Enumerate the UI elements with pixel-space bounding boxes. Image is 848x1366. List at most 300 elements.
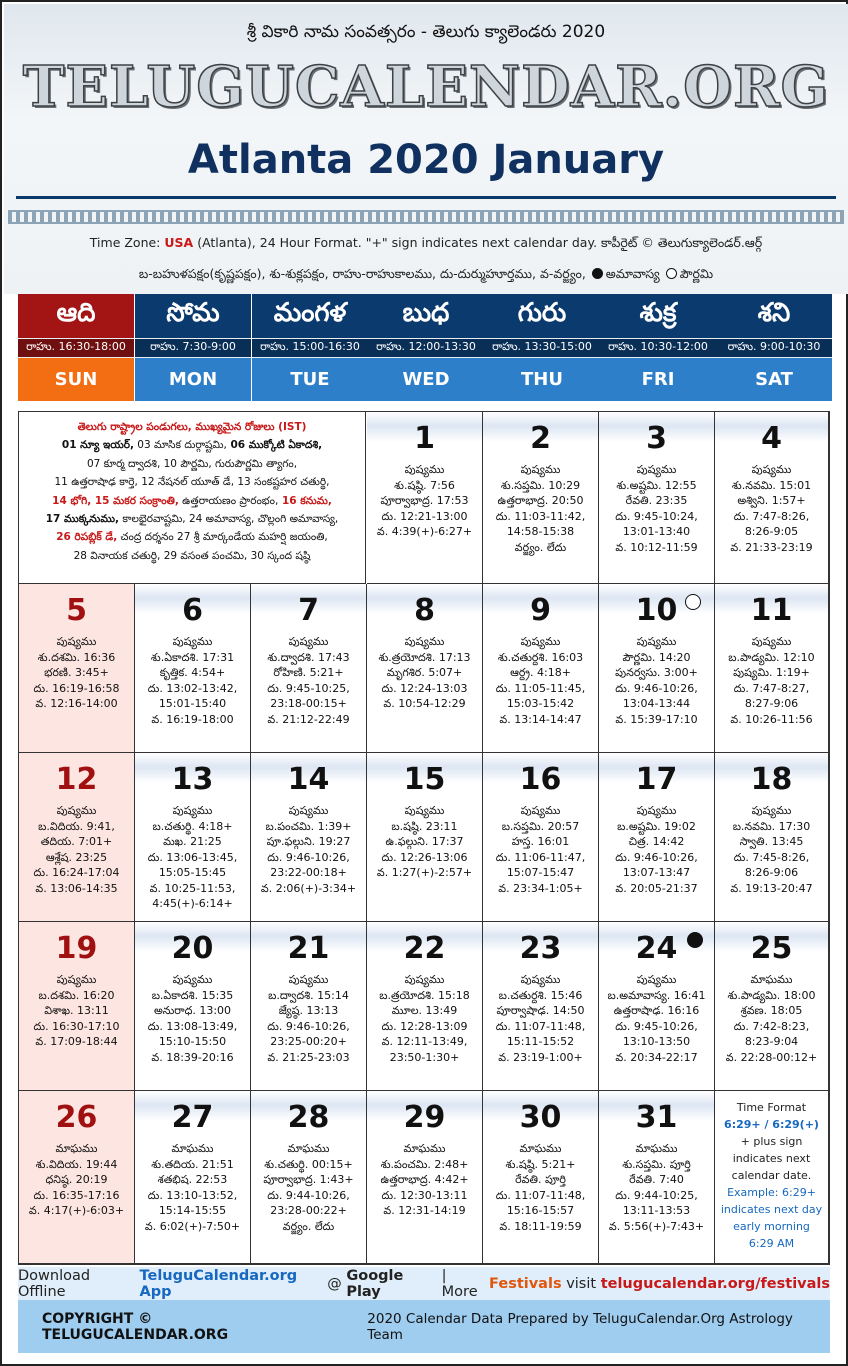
panchangam-line: శు.నవమి. 15:01: [731, 478, 812, 492]
panchangam-line: వ. 20:05-21:37: [615, 881, 698, 895]
panchangam-line: 8:26-9:06: [744, 866, 799, 879]
panchangam-line: జ్యేష్ఠ. 13:13: [278, 1004, 339, 1017]
panchangam-line: దు. 9:45-10:25,: [267, 681, 350, 695]
panchangam-line: 15:11-15:52: [506, 1035, 575, 1048]
day-cell-20: [135, 922, 251, 1091]
panchangam-line: 23:28-00:22+: [270, 1204, 347, 1217]
day-cell-21: [251, 922, 367, 1091]
site-logo: TELUGUCALENDAR.ORG: [22, 54, 830, 120]
panchangam-line: దు. 12:28-13:09: [381, 1019, 468, 1033]
day-number: 20: [171, 931, 214, 966]
day-cell-28: [251, 1091, 367, 1264]
festival-list: [19, 412, 366, 584]
panchangam-line: 15:05-15:45: [158, 866, 227, 879]
panchangam-line: పుష్యము: [56, 635, 97, 648]
panchangam-line: ఆర్ద్ర. 4:18+: [510, 666, 571, 679]
panchangam-line: 15:16-15:57: [506, 1204, 575, 1217]
panchangam-line: వ. 12:16-14:00: [35, 697, 118, 710]
panchangam-line: మాఘము: [287, 1142, 330, 1155]
panchangam-details: [135, 1141, 250, 1234]
day-cell-3: [599, 412, 715, 584]
panchangam-details: [715, 634, 828, 727]
day-cell-18: [715, 753, 829, 922]
panchangam-details: [367, 972, 482, 1065]
day-number: 4: [761, 421, 782, 456]
time-format-line: early morning: [733, 1220, 810, 1233]
tz-rest: (Atlanta), 24 Hour Format. "+" sign indicates next calendar day. కాపీరైట్ © తెలుగుక్యాలెండర్.ఆర్గ్: [197, 235, 763, 250]
day-cell-12: [19, 753, 135, 922]
day-number: 31: [635, 1100, 678, 1135]
panchangam-details: [599, 972, 714, 1065]
weekday-telugu: శుక్ర: [600, 294, 716, 338]
panchangam-line: దు. 16:35-17:16: [33, 1188, 120, 1202]
time-format-line: indicates next day: [720, 1203, 823, 1216]
weekday-telugu: సోమ: [135, 294, 251, 338]
festivals-label: Festivals: [489, 1275, 562, 1292]
panchangam-line: బ.సప్తమి. 20:57: [501, 819, 580, 833]
panchangam-line: 13:10-13:50: [622, 1035, 691, 1048]
panchangam-line: పుష్యము: [520, 635, 561, 648]
day-number: 3: [646, 421, 667, 456]
full-moon-icon: [666, 268, 677, 279]
panchangam-line: ఉ.ఫల్గుని. 17:37: [385, 835, 464, 848]
day-number: 10: [635, 593, 678, 628]
day-cell-8: [367, 584, 483, 753]
timezone-note: [2, 235, 848, 254]
google-play-link[interactable]: Google Play: [346, 1267, 404, 1300]
panchangam-line: వ. 13:14-14:47: [499, 712, 582, 726]
day-number: 22: [403, 931, 446, 966]
panchangam-line: దు. 13:08-13:49,: [147, 1019, 238, 1033]
rahukalam-time: రాహు. 15:00-16:30: [252, 338, 368, 358]
time-format-line: calendar date.: [731, 1169, 812, 1182]
day-number: 25: [750, 931, 793, 966]
panchangam-line: భరణి. 3:45+: [44, 666, 109, 679]
panchangam-line: శు.అష్టమి. 12:55: [616, 478, 697, 492]
day-number: 12: [55, 762, 98, 797]
day-cell-1: [367, 412, 483, 584]
day-cell-29: [367, 1091, 483, 1264]
panchangam-line: మాఘము: [750, 973, 793, 986]
at-sign: @: [327, 1275, 342, 1292]
rahukalam-time: రాహు. 16:30-18:00: [18, 338, 134, 358]
panchangam-line: మాఘము: [635, 1142, 678, 1155]
weekday-telugu: మంగళ: [252, 294, 368, 338]
panchangam-line: పూర్వాభాద్ర. 17:53: [380, 494, 469, 507]
day-number: 8: [414, 593, 435, 628]
panchangam-line: 4:45(+)-6:14+: [152, 897, 233, 910]
panchangam-line: దు. 11:06-11:47,: [495, 850, 586, 864]
legend-text: బ-బహుళపక్షం(కృష్ణపక్షం), శు-శుక్లపక్షం, రాహు-రాహుకాలము, దు-దుర్ముహూర్తము, వ-వర్జ్యం,: [138, 266, 586, 281]
new-moon-icon: [687, 932, 703, 948]
panchangam-line: పుష్యము: [520, 463, 561, 476]
weekday-telugu: గురు: [484, 294, 600, 338]
day-cell-14: [251, 753, 367, 922]
panchangam-line: వ. 23:19-1:00+: [498, 1050, 583, 1064]
panchangam-line: దు. 7:47-8:26,: [733, 509, 810, 523]
panchangam-line: 8:26-9:05: [744, 525, 799, 538]
panchangam-details: [715, 462, 828, 555]
panchangam-line: వ. 22:28-00:12+: [725, 1050, 818, 1064]
panchangam-line: మాఘము: [403, 1142, 446, 1155]
panchangam-line: శు.విదియ. 19:44: [35, 1157, 118, 1171]
panchangam-line: వ. 17:09-18:44: [35, 1035, 118, 1048]
panchangam-line: శు.తదియ. 21:51: [151, 1157, 234, 1171]
panchangam-line: 15:14-15:55: [158, 1204, 227, 1217]
panchangam-line: శు.షష్ఠి. 7:56: [394, 478, 455, 492]
day-cell-27: [135, 1091, 251, 1264]
panchangam-line: దు. 9:46-10:26,: [267, 850, 350, 864]
panchangam-line: వ. 2:06(+)-3:34+: [260, 881, 357, 895]
panchangam-line: 13:11-13:53: [622, 1204, 691, 1217]
weekday-header-sat: [716, 294, 832, 401]
panchangam-line: బ.ఏకాదశి. 15:35: [151, 988, 234, 1002]
day-number: 29: [403, 1100, 446, 1135]
panchangam-line: దు. 13:02-13:42,: [147, 681, 238, 695]
panchangam-details: [715, 803, 828, 896]
panchangam-line: పుష్యము: [404, 804, 445, 817]
tz-prefix: Time Zone:: [89, 235, 161, 250]
panchangam-line: శు.చతుర్దశి. 16:03: [497, 650, 584, 664]
panchangam-line: 15:07-15:47: [506, 866, 575, 879]
panchangam-line: పుష్యము: [288, 973, 329, 986]
panchangam-line: బ.పాడ్యమి. 12:10: [728, 650, 815, 664]
time-format-line: Time Format: [736, 1101, 807, 1114]
copyright-text: COPYRIGHT © TELUGUCALENDAR.ORG: [42, 1310, 229, 1343]
day-cell-6: [135, 584, 251, 753]
time-format-line: + plus sign: [740, 1135, 803, 1148]
festival-heading: తెలుగు రాష్ట్రాల పండుగలు, ముఖ్యమైన రోజులు (IST): [77, 421, 307, 433]
panchangam-line: రేవతి. 23:35: [625, 494, 688, 507]
festival-line: 07 కూర్మ ద్వాదశి, 10 పౌర్ణమి, గురుపౌర్ణమి త్యాగం,: [86, 457, 298, 470]
panchangam-line: పుష్యము: [636, 463, 677, 476]
panchangam-line: పూ.ఫల్గుని. 19:27: [266, 835, 351, 848]
panchangam-line: వ. 16:19-18:00: [151, 712, 234, 726]
panchangam-line: బ.విదియ. 9:41,: [38, 819, 115, 833]
abbreviation-legend: [2, 266, 848, 285]
panchangam-line: హస్త. 16:01: [511, 835, 570, 848]
panchangam-line: వ. 20:34-22:17: [615, 1050, 698, 1064]
panchangam-line: వ. 15:39-17:10: [615, 712, 698, 726]
panchangam-line: మాఘము: [519, 1142, 562, 1155]
panchangam-line: వ. 19:13-20:47: [730, 881, 813, 895]
copyright-bar: [18, 1300, 830, 1353]
panchangam-line: దు. 11:07-11:48,: [495, 1019, 586, 1033]
panchangam-line: దు. 13:10-13:52,: [147, 1188, 238, 1202]
panchangam-details: [251, 972, 366, 1065]
day-number: 30: [519, 1100, 562, 1135]
day-cell-7: [251, 584, 367, 753]
panchangam-line: స్వాతి. 13:45: [739, 835, 804, 848]
panchangam-line: వర్జ్యం. లేదు: [514, 540, 567, 554]
panchangam-line: చిత్ర. 14:42: [628, 835, 685, 848]
panchangam-line: బ.షష్ఠి. 23:11: [391, 819, 458, 833]
panchangam-line: 13:04-13:44: [622, 697, 691, 710]
panchangam-line: దు. 9:46-10:26,: [615, 681, 698, 695]
panchangam-line: 15:03-15:42: [506, 697, 575, 710]
panchangam-line: దు. 12:21-13:00: [381, 509, 468, 523]
panchangam-line: పుష్యము: [636, 973, 677, 986]
panchangam-line: మృగశిర. 5:07+: [386, 666, 463, 679]
panchangam-line: వ. 6:02(+)-7:50+: [144, 1219, 241, 1233]
day-cell-10: [599, 584, 715, 753]
telugu-year-title: శ్రీ వికారి నామ సంవత్సరం - తెలుగు క్యాలెండరు 2020: [246, 22, 606, 42]
panchangam-line: దు. 7:47-8:27,: [733, 681, 810, 695]
download-banner: [18, 1267, 830, 1300]
day-cell-17: [599, 753, 715, 922]
panchangam-line: దు. 9:45-10:26,: [615, 1019, 698, 1033]
panchangam-line: ఉత్తరాభాద్ర. 4:42+: [380, 1173, 469, 1186]
day-cell-19: [19, 922, 135, 1091]
panchangam-line: పుష్యము: [288, 804, 329, 817]
panchangam-line: వర్జ్యం. లేదు: [282, 1219, 335, 1233]
festival-item: 03 మాసిక దుర్గాష్టమి,: [133, 439, 227, 452]
panchangam-line: బ.పంచమి. 1:39+: [265, 819, 352, 833]
panchangam-line: 8:23-9:04: [744, 1035, 799, 1048]
panchangam-line: 15:01-15:40: [158, 697, 227, 710]
panchangam-line: శతభిష. 22:53: [157, 1173, 228, 1186]
panchangam-line: విశాఖ. 13:11: [44, 1004, 109, 1017]
panchangam-line: పుష్యమి. 1:19+: [733, 666, 810, 679]
day-number: 23: [519, 931, 562, 966]
panchangam-line: పుష్యము: [172, 635, 213, 648]
panchangam-line: పుష్యము: [751, 635, 792, 648]
panchangam-line: ఆశ్లేష. 23:25: [45, 850, 108, 864]
panchangam-line: పుష్యము: [520, 804, 561, 817]
panchangam-line: పౌర్ణమి. 14:20: [622, 650, 691, 664]
panchangam-line: ఉత్తరాషాఢ. 16:16: [613, 1004, 700, 1017]
panchangam-line: అశ్విని. 1:57+: [737, 494, 806, 507]
weekday-english: SAT: [716, 358, 832, 401]
visit-text: visit: [566, 1275, 597, 1292]
calendar-grid: [18, 411, 830, 1265]
panchangam-line: శు.పంచమి. 2:48+: [380, 1157, 469, 1171]
panchangam-line: బ.నవమి. 17:30: [732, 819, 811, 833]
festival-item: కాలభైరవాష్టమి, 24 అమావాస్య, చొల్లంగి అమావాస్య,: [119, 513, 339, 526]
day-number: 21: [287, 931, 330, 966]
panchangam-line: ధనిష్ఠ. 20:19: [45, 1173, 108, 1186]
day-cell-31: [599, 1091, 715, 1264]
time-format-line: 6:29 AM: [748, 1237, 795, 1250]
panchangam-line: మూల. 13:49: [391, 1004, 458, 1017]
panchangam-line: రేవతి. 7:40: [629, 1173, 684, 1186]
festival-item: 06 ముక్కోటి ఏకాదశి,: [226, 439, 323, 452]
festival-line: 11 ఉత్తరాషాఢ కార్తె, 12 నేషనల్ యూత్ డే, 13 సంకష్టహర చతుర్థి,: [54, 476, 330, 489]
panchangam-details: [135, 972, 250, 1065]
time-format-note: [715, 1091, 829, 1264]
festival-item: 17 ముక్కనుము,: [45, 513, 120, 526]
panchangam-line: పుష్యము: [56, 973, 97, 986]
day-number: 1: [414, 421, 435, 456]
weekday-english: MON: [135, 358, 251, 401]
legend-new-moon: అమావాస్య: [605, 266, 660, 281]
panchangam-line: వ. 21:12-22:49: [267, 712, 350, 726]
panchangam-line: వ. 12:11-13:49,: [381, 1035, 468, 1048]
panchangam-line: తదియ. 7:01+: [40, 835, 113, 848]
panchangam-line: వ. 10:25-11:53,: [149, 881, 236, 895]
day-number: 11: [750, 593, 793, 628]
panchangam-details: [19, 1141, 134, 1219]
day-cell-13: [135, 753, 251, 922]
panchangam-line: దు. 12:26-13:06: [381, 850, 468, 864]
day-cell-2: [483, 412, 599, 584]
panchangam-line: దు. 11:03-11:42,: [495, 509, 586, 523]
day-number: 26: [55, 1100, 98, 1135]
panchangam-line: దు. 16:24-17:04: [33, 866, 120, 879]
panchangam-line: దు. 11:05-11:45,: [495, 681, 586, 695]
panchangam-line: పుష్యము: [636, 635, 677, 648]
day-cell-30: [483, 1091, 599, 1264]
day-cell-4: [715, 412, 829, 584]
day-cell-16: [483, 753, 599, 922]
panchangam-line: వ. 13:06-14:35: [35, 881, 118, 895]
weekday-english: TUE: [252, 358, 368, 401]
panchangam-line: శు.సప్తమి. పూర్తి: [622, 1157, 691, 1171]
separator-text: | More: [441, 1267, 478, 1300]
panchangam-line: దు. 12:24-13:03: [381, 681, 468, 695]
panchangam-details: [135, 634, 250, 727]
day-number: 5: [66, 593, 87, 628]
panchangam-line: దు. 16:30-17:10: [33, 1019, 120, 1033]
day-number: 19: [55, 931, 98, 966]
day-cell-15: [367, 753, 483, 922]
panchangam-line: దు. 9:46-10:26,: [615, 850, 698, 864]
panchangam-line: 13:07-13:47: [622, 866, 691, 879]
day-number: 17: [635, 762, 678, 797]
day-cell-11: [715, 584, 829, 753]
weekday-english: WED: [368, 358, 484, 401]
day-number: 6: [182, 593, 203, 628]
panchangam-line: పూర్వాషాఢ. 14:50: [496, 1004, 585, 1017]
panchangam-line: దు. 12:30-13:11: [381, 1188, 468, 1202]
panchangam-line: 23:22-00:18+: [270, 866, 347, 879]
festival-item: 16 కనుమ,: [278, 494, 332, 507]
panchangam-line: వ. 21:25-23:03: [267, 1050, 350, 1064]
panchangam-details: [251, 1141, 366, 1234]
panchangam-line: వ. 5:56(+)-7:43+: [608, 1219, 705, 1233]
panchangam-line: శు.ద్వాదశి. 17:43: [267, 650, 350, 664]
rahukalam-time: రాహు. 13:30-15:00: [484, 338, 600, 358]
panchangam-line: దు. 9:46-10:26,: [267, 1019, 350, 1033]
app-link[interactable]: TeluguCalendar.org App: [139, 1267, 298, 1300]
panchangam-line: దు. 16:19-16:58: [33, 681, 120, 695]
day-number: 24: [635, 931, 678, 966]
panchangam-details: [483, 462, 598, 555]
weekday-english: FRI: [600, 358, 716, 401]
panchangam-line: పుష్యము: [636, 804, 677, 817]
day-number: 2: [530, 421, 551, 456]
panchangam-details: [599, 462, 714, 555]
panchangam-line: పుష్యము: [751, 463, 792, 476]
weekday-header-fri: [600, 294, 716, 401]
festival-line: [27, 492, 357, 510]
panchangam-details: [599, 803, 714, 896]
panchangam-line: దు. 9:45-10:24,: [615, 509, 698, 523]
panchangam-line: దు. 7:45-8:26,: [733, 850, 810, 864]
panchangam-details: [715, 972, 828, 1065]
panchangam-line: ఉత్తరాభాద్ర. 20:50: [497, 494, 584, 507]
panchangam-line: శ్రవణ. 18:05: [740, 1004, 803, 1017]
panchangam-details: [19, 972, 134, 1050]
festival-line: 28 వినాయక చతుర్థి, 29 వసంత పంచమి, 30 స్కంద షష్ఠి: [73, 549, 311, 562]
panchangam-line: వ. 12:31-14:19: [383, 1204, 466, 1217]
day-number: 14: [287, 762, 330, 797]
festival-item: చంద్ర దర్శనం 27 శ్రీ మార్కండేయ మహర్షి జయంతి,: [117, 531, 328, 544]
festivals-link[interactable]: telugucalendar.org/festivals: [600, 1275, 831, 1292]
panchangam-line: 23:25-00:20+: [270, 1035, 347, 1048]
full-moon-icon: [685, 594, 701, 610]
panchangam-line: వ. 23:34-1:05+: [498, 881, 583, 895]
title-divider: [16, 196, 836, 199]
day-number: 15: [403, 762, 446, 797]
panchangam-details: [483, 803, 598, 896]
panchangam-line: దు. 11:07-11:48,: [495, 1188, 586, 1202]
panchangam-line: వ. 4:17(+)-6:03+: [28, 1204, 125, 1217]
panchangam-details: [367, 1141, 482, 1219]
panchangam-line: శు.దశమి. 16:36: [37, 650, 116, 664]
panchangam-line: పుష్యము: [288, 635, 329, 648]
panchangam-details: [483, 1141, 598, 1234]
panchangam-line: దు. 9:44-10:26,: [267, 1188, 350, 1202]
panchangam-line: దు. 7:42-8:23,: [733, 1019, 810, 1033]
panchangam-details: [599, 634, 714, 727]
day-number: 16: [519, 762, 562, 797]
festival-item: 26 రిపబ్లిక్ డే,: [56, 531, 118, 544]
day-cell-22: [367, 922, 483, 1091]
panchangam-line: 14:58-15:38: [506, 525, 575, 538]
day-cell-23: [483, 922, 599, 1091]
rahukalam-time: రాహు. 9:00-10:30: [716, 338, 832, 358]
panchangam-line: మాఘము: [171, 1142, 214, 1155]
panchangam-line: వ. 10:26-11:56: [730, 712, 813, 726]
panchangam-line: దు. 9:44-10:25,: [615, 1188, 698, 1202]
panchangam-line: వ. 10:12-11:59: [615, 540, 698, 554]
festival-line: [27, 510, 357, 528]
panchangam-line: 13:01-13:40: [622, 525, 691, 538]
panchangam-line: పుష్యము: [172, 973, 213, 986]
panchangam-line: వ. 18:11-19:59: [499, 1219, 582, 1233]
weekday-english: THU: [484, 358, 600, 401]
decorative-border: [8, 210, 844, 224]
panchangam-line: బ.దశమి. 16:20: [38, 988, 115, 1002]
panchangam-details: [367, 803, 482, 881]
panchangam-line: పూర్వాభాద్ర. 1:43+: [263, 1173, 354, 1186]
legend-full-moon: పౌర్ణమి: [679, 266, 714, 281]
new-moon-icon: [592, 268, 603, 279]
panchangam-line: బ.చతుర్థి. 4:18+: [152, 819, 233, 833]
panchangam-details: [483, 634, 598, 727]
festival-item: 01 న్యూ ఇయర్,: [61, 439, 134, 452]
panchangam-line: 15:10-15:50: [158, 1035, 227, 1048]
time-format-line: 6:29+ / 6:29(+): [724, 1118, 819, 1131]
weekday-telugu: శని: [716, 294, 832, 338]
panchangam-details: [135, 803, 250, 912]
panchangam-line: బ.త్రయోదశి. 15:18: [379, 988, 470, 1002]
panchangam-line: పుష్యము: [751, 804, 792, 817]
panchangam-details: [251, 634, 366, 727]
panchangam-line: దు. 13:06-13:45,: [147, 850, 238, 864]
panchangam-line: పుష్యము: [404, 973, 445, 986]
rahukalam-time: రాహు. 7:30-9:00: [135, 338, 251, 358]
weekday-header-sun: [18, 294, 134, 401]
day-cell-5: [19, 584, 135, 753]
panchangam-details: [367, 634, 482, 712]
time-format-line: Example: 6:29+: [727, 1186, 816, 1199]
festival-line: [27, 436, 357, 454]
weekday-header-tue: [252, 294, 368, 401]
panchangam-line: మఖ. 21:25: [163, 835, 222, 848]
panchangam-line: పుష్యము: [404, 463, 445, 476]
